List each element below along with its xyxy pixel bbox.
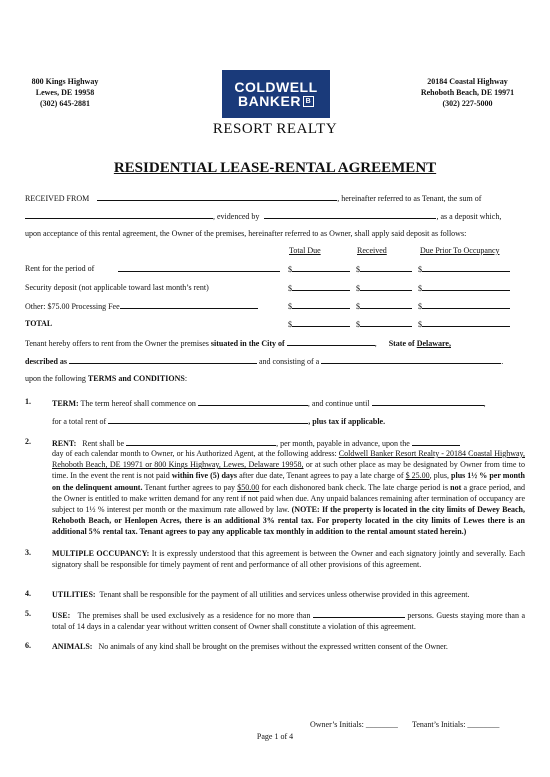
- total-total-cell[interactable]: [288, 318, 350, 330]
- term2-number: 2.: [25, 437, 31, 446]
- term1-heading: TERM:: [52, 399, 79, 408]
- term3-body: [52, 548, 525, 570]
- logo-subtitle: RESORT REALTY: [212, 121, 338, 137]
- max-persons-field[interactable]: [313, 609, 405, 618]
- terms-heading: TERMS and CONDITIONS: [87, 374, 185, 383]
- term1-number: 1.: [25, 397, 31, 406]
- row-other-label: [25, 300, 258, 312]
- premises-line1: Tenant hereby offers to rent from the Owner the premises situated in the City of , State of Delaware,: [25, 339, 451, 348]
- intro-line2: [25, 210, 501, 222]
- evidenced-by-label: , evidenced by: [213, 212, 260, 221]
- term5-body: [52, 609, 525, 632]
- monthly-rent-field[interactable]: [126, 437, 276, 446]
- payable-text: , per month, payable in advance, upon the: [276, 439, 410, 448]
- term6-text: No animals of any kind shall be brought on the premises without the expressed written consent of the Owner.: [98, 642, 448, 651]
- term5-text: persons. Guests staying more than a total of 14 days in a calendar year without written consent of Owner shall constitute a violation of this agreement.: [52, 611, 526, 632]
- state-value: Delaware,: [416, 339, 451, 348]
- currency-sign: $: [356, 284, 360, 293]
- premises-line3: [25, 373, 187, 384]
- document-title: RESIDENTIAL LEASE-RENTAL AGREEMENT: [113, 160, 437, 176]
- right-address-line1: 20184 Coastal Highway: [427, 77, 508, 86]
- row-rent-label: Rent for the period of: [25, 264, 95, 273]
- tenant-text: , hereinafter referred to as Tenant, the sum of: [337, 194, 482, 203]
- described-as-label: described as: [25, 357, 67, 366]
- rent-total-cell[interactable]: [288, 263, 350, 275]
- currency-sign: $: [418, 320, 422, 329]
- currency-sign: $: [356, 265, 360, 274]
- left-address-line2: Lewes, DE 19958: [35, 88, 95, 97]
- term2-text: after due date, Tenant agrees to pay a late charge of: [239, 471, 404, 481]
- term2-text: Tenant further agrees to pay: [144, 482, 236, 492]
- currency-sign: $: [288, 320, 292, 329]
- amount-field[interactable]: [422, 282, 510, 291]
- total-rent-field[interactable]: [108, 415, 308, 424]
- evidenced-by-field[interactable]: [264, 210, 436, 219]
- other-label-text: Other: $75.00 Processing Fee: [25, 302, 120, 311]
- rent-period-field[interactable]: [118, 263, 280, 272]
- five-days-text: within five (5) days: [171, 471, 238, 481]
- consisting-label: and consisting of a: [259, 357, 320, 366]
- other-received-cell[interactable]: [356, 300, 412, 312]
- term4-body: [52, 589, 469, 600]
- tenant-initials[interactable]: Tenant’s Initials: ________: [412, 720, 500, 729]
- commence-date-field[interactable]: [198, 397, 308, 406]
- amount-field[interactable]: [422, 300, 510, 309]
- interest-text: plus 1½ % per month on the delinquent amount.: [52, 471, 526, 492]
- office-right-address: [410, 76, 525, 109]
- term4-heading: UTILITIES:: [52, 590, 96, 599]
- amount-field[interactable]: [292, 300, 350, 309]
- term4-number: 4.: [25, 589, 31, 598]
- right-address-line2: Rehoboth Beach, DE 19971: [420, 88, 515, 97]
- premises-text: Tenant hereby offers to rent from the Owner the premises: [25, 339, 209, 348]
- rent-shall-be-text: Rent shall be: [82, 439, 125, 448]
- intro-line1: [25, 192, 481, 204]
- amount-field[interactable]: [292, 282, 350, 291]
- deposit-text: , as a deposit which,: [436, 212, 502, 221]
- tax-note-text: (NOTE: If the property is located in the city limits of Dewey Beach, Rehoboth Beach, or Henlopen Acres, there is an additional 3% rental tax. For property located in the city limits of Lewes there is an additional 5% rental tax. Tenant agrees to pay any applicable tax monthly in addition to the rental amount stated herein.): [52, 505, 526, 537]
- consisting-field[interactable]: [321, 355, 501, 364]
- coldwell-banker-logo: [222, 70, 330, 118]
- left-phone: (302) 645-2881: [40, 99, 90, 108]
- term5-heading: USE:: [52, 611, 71, 620]
- plus-tax-text: , plus tax if applicable.: [308, 417, 386, 426]
- amount-field[interactable]: [292, 263, 350, 272]
- total-rent-label: for a total rent of: [52, 417, 107, 426]
- total-due-cell[interactable]: [418, 318, 510, 330]
- office-left-address: [20, 76, 110, 109]
- term1-text: The term hereof shall commence on: [80, 399, 196, 408]
- amount-field[interactable]: [360, 318, 412, 327]
- due-day-field[interactable]: [412, 437, 460, 446]
- total-received-cell[interactable]: [356, 318, 412, 330]
- other-total-cell[interactable]: [288, 300, 350, 312]
- currency-sign: $: [356, 302, 360, 311]
- amount-field[interactable]: [422, 263, 510, 272]
- term2-body: [52, 448, 525, 538]
- security-due-cell[interactable]: [418, 282, 510, 294]
- term2-text: day of each calendar month to Owner, or his Authorized Agent, at the following address:: [52, 449, 337, 458]
- late-charge-amount: $ 25.00: [405, 471, 430, 481]
- security-total-cell[interactable]: [288, 282, 350, 294]
- check-fee-amount: $50.00: [237, 482, 260, 492]
- currency-sign: $: [418, 265, 422, 274]
- description-field[interactable]: [69, 355, 257, 364]
- state-label: State of: [388, 339, 415, 348]
- currency-sign: $: [288, 265, 292, 274]
- amount-field[interactable]: [292, 318, 350, 327]
- right-phone: (302) 227-5000: [442, 99, 493, 108]
- col-due-prior: Due Prior To Occupancy: [420, 246, 500, 255]
- term2-text: a grace period, and the Owner is entitled to make written demand for any rent if not paid when due. Any unpaid balances remaining after termination of occupancy are subject to 1½ % interest per month or the maximum rate allowed by law.: [52, 482, 526, 515]
- term3-number: 3.: [25, 548, 31, 557]
- other-fee-field[interactable]: [120, 300, 258, 309]
- amount-field[interactable]: [360, 282, 412, 291]
- term3-heading: MULTIPLE OCCUPANCY:: [52, 549, 150, 558]
- term1-line2: [52, 415, 385, 427]
- term6-number: 6.: [25, 641, 31, 650]
- amount-field[interactable]: [360, 263, 412, 272]
- currency-sign: $: [288, 284, 292, 293]
- amount-field[interactable]: [422, 318, 510, 327]
- following-text: upon the following: [25, 374, 86, 383]
- term5-number: 5.: [25, 609, 31, 618]
- currency-sign: $: [288, 302, 292, 311]
- security-received-cell[interactable]: [356, 282, 412, 294]
- term2-text: for each dishonored bank check. The late charge period is: [261, 482, 448, 492]
- logo-mark-icon: B: [303, 96, 314, 107]
- col-received: Received: [357, 246, 387, 255]
- currency-sign: $: [356, 320, 360, 329]
- end-date-field[interactable]: [372, 397, 484, 406]
- office-address-text: Coldwell Banker Resort Realty - 20184 Coastal Highway, Rehoboth Beach, DE 19971 or 800 Kings Highway, Lewes, Delaware 19958,: [52, 449, 525, 470]
- logo-line2: BANKER: [238, 93, 301, 109]
- term5-text: The premises shall be used exclusively as a residence for no more than: [77, 611, 311, 620]
- logo-line1: COLDWELL: [234, 79, 318, 95]
- col-total-due: Total Due: [289, 246, 321, 255]
- term1-line1: TERM: The term hereof shall commence on , and continue until ,: [52, 399, 486, 408]
- received-from-label: RECEIVED FROM: [25, 194, 90, 203]
- not-text: not: [450, 482, 462, 492]
- term3-text: It is expressly understood that this agreement is between the Owner and each signatory jointly and severally. Each signatory shall be responsible for timely payment of rent and performance of all other provisions of this agreement.: [52, 549, 526, 570]
- currency-sign: $: [418, 284, 422, 293]
- row-security-label: Security deposit (not applicable toward last month’s rent): [25, 283, 209, 292]
- term2-text: or at such other place as may be designated by Owner from time to time. In the event the rent is not paid: [52, 460, 526, 481]
- currency-sign: $: [418, 302, 422, 311]
- term4-text: Tenant shall be responsible for the payment of all utilities and services unless otherwise provided in this agreement.: [99, 590, 470, 599]
- page-number: Page 1 of 4: [256, 732, 294, 741]
- rent-due-cell[interactable]: [418, 263, 510, 275]
- term6-body: [52, 641, 448, 652]
- premises-line2: described as and consisting of a .: [25, 357, 504, 366]
- deposit-amount-field[interactable]: [25, 210, 213, 219]
- amount-field[interactable]: [360, 300, 412, 309]
- left-address-line1: 800 Kings Highway: [31, 77, 99, 86]
- intro-line3: upon acceptance of this rental agreement, the Owner of the premises, hereinafter referred to as Owner, shall apply said deposit as follows:: [25, 229, 467, 238]
- city-field[interactable]: [287, 337, 375, 346]
- tenant-name-field[interactable]: [97, 192, 337, 201]
- term2-heading: RENT:: [52, 439, 77, 448]
- row-total-label: TOTAL: [25, 319, 53, 328]
- term2-text: , plus,: [429, 471, 449, 481]
- other-due-cell[interactable]: [418, 300, 510, 312]
- rent-received-cell[interactable]: [356, 263, 412, 275]
- owner-initials[interactable]: Owner’s Initials: ________: [310, 720, 398, 729]
- city-label: situated in the City of: [210, 339, 285, 348]
- continue-text: , and continue until: [307, 399, 370, 408]
- colon: :: [184, 374, 188, 383]
- term6-heading: ANIMALS:: [52, 642, 93, 651]
